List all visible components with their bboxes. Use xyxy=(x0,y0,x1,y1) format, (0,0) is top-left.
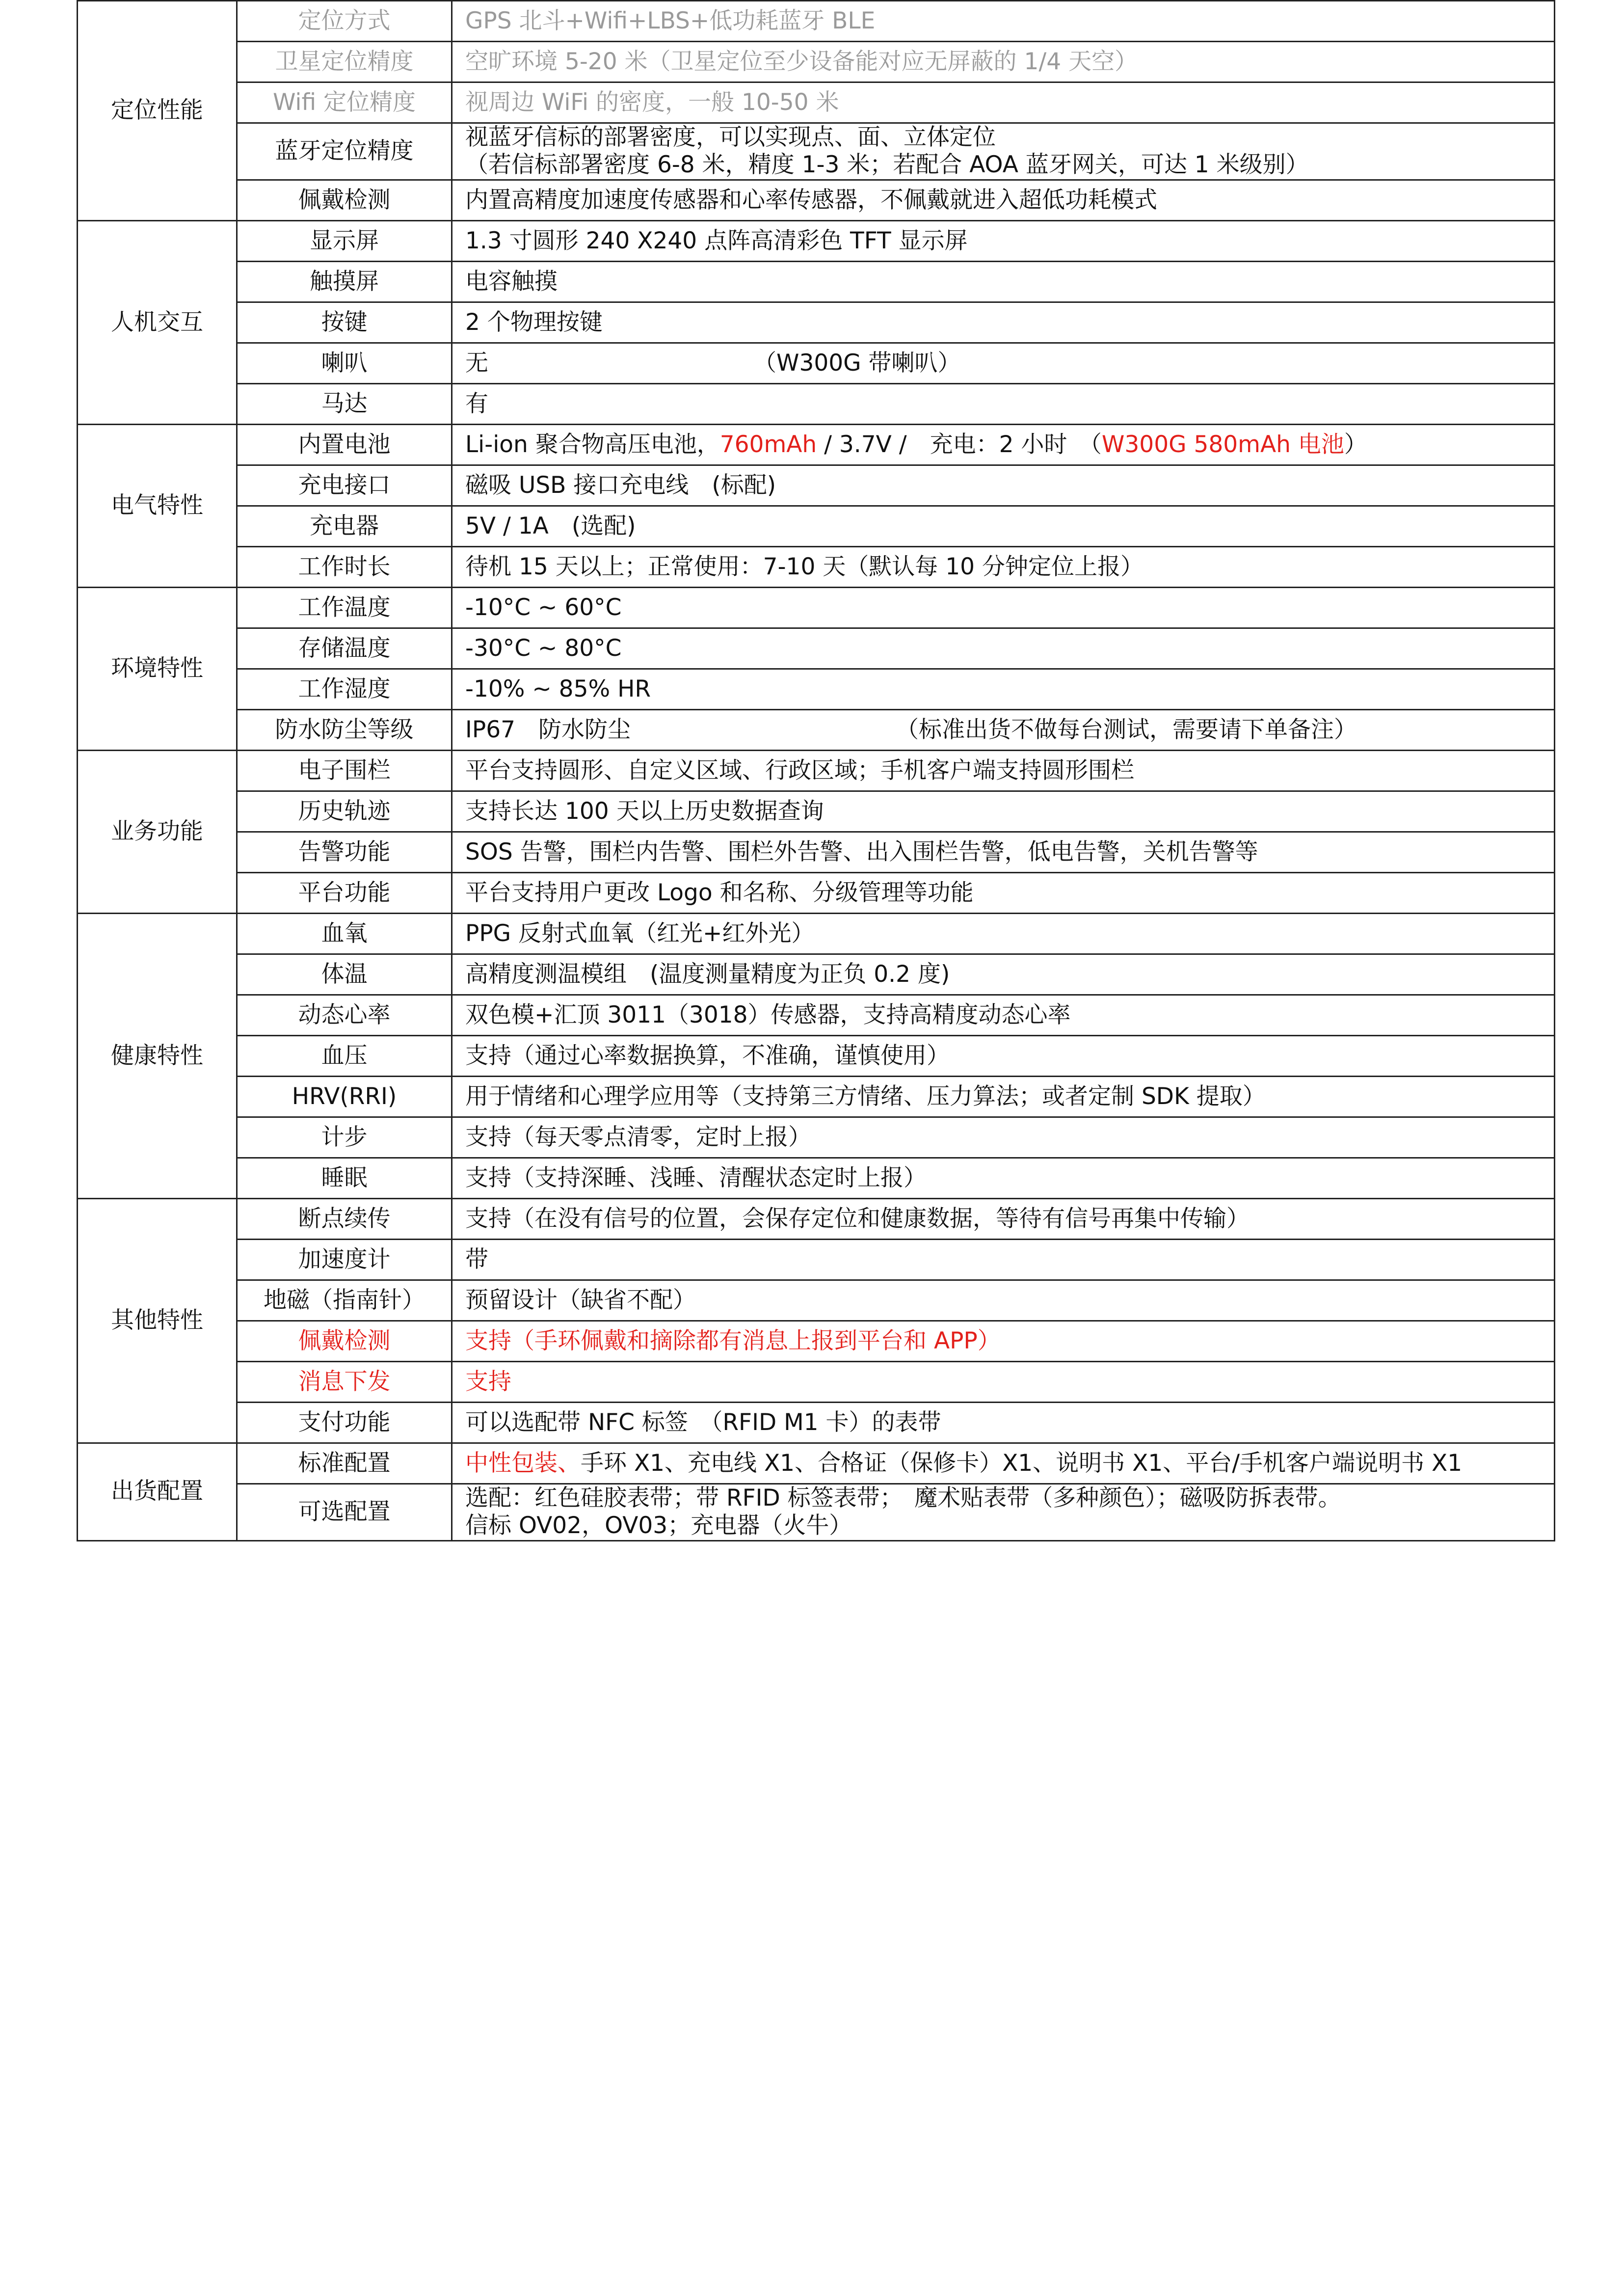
value-text: 无 xyxy=(465,349,488,377)
item-value xyxy=(452,1198,1555,1239)
item-label: 工作温度 xyxy=(237,587,452,628)
item-value xyxy=(452,1158,1555,1198)
category-cell: 定位性能 xyxy=(78,1,237,221)
item-value xyxy=(452,669,1555,709)
value-line: 信标 OV02，OV03；充电器（火牛） xyxy=(465,1512,852,1540)
value-text: 用于情绪和心理学应用等（支持第三方情绪、压力算法；或者定制 SDK 提取） xyxy=(465,1082,1266,1110)
spec-row xyxy=(78,587,1555,628)
item-label: 睡眠 xyxy=(237,1158,452,1198)
value-text: 平台支持圆形、自定义区域、行政区域；手机客户端支持圆形围栏 xyxy=(465,756,1134,784)
item-label: 计步 xyxy=(237,1117,452,1158)
spec-row xyxy=(78,220,1555,261)
spec-row xyxy=(78,1076,1555,1117)
item-value xyxy=(452,1076,1555,1117)
item-label: HRV(RRI) xyxy=(237,1076,452,1117)
category-cell: 环境特性 xyxy=(78,587,237,750)
value-text: 带 xyxy=(465,1245,488,1273)
item-label: 佩戴检测 xyxy=(237,180,452,220)
item-label: 告警功能 xyxy=(237,832,452,872)
item-value xyxy=(452,1361,1555,1402)
value-text: 2 个物理按键 xyxy=(465,308,603,336)
value-text: 支持（每天零点清零，定时上报） xyxy=(465,1123,811,1151)
spec-row xyxy=(78,1402,1555,1443)
item-value xyxy=(452,465,1555,506)
spec-row xyxy=(78,1280,1555,1321)
item-value xyxy=(452,628,1555,669)
spec-row xyxy=(78,913,1555,954)
item-value xyxy=(452,42,1555,82)
item-label: 防水防尘等级 xyxy=(237,709,452,750)
item-value xyxy=(452,424,1555,465)
value-text: PPG 反射式血氧（红光+红外光） xyxy=(465,919,815,947)
value-text: -10°C ~ 60°C xyxy=(465,594,622,621)
value-text: 支持（支持深睡、浅睡、清醒状态定时上报） xyxy=(465,1164,927,1191)
value-text: IP67 防水防尘 xyxy=(465,716,631,743)
item-value xyxy=(452,1035,1555,1076)
value-text: 支持 xyxy=(465,1368,511,1395)
spec-row xyxy=(78,1321,1555,1361)
item-label: 标准配置 xyxy=(237,1443,452,1484)
value-text: 支持（通过心率数据换算，不准确，谨慎使用） xyxy=(465,1042,950,1069)
item-value xyxy=(452,1484,1555,1540)
item-value xyxy=(452,995,1555,1035)
item-label: 加速度计 xyxy=(237,1239,452,1280)
category-cell: 人机交互 xyxy=(78,220,237,424)
item-label: 马达 xyxy=(237,383,452,424)
value-line: 选配：红色硅胶表带；带 RFID 标签表带； 魔术贴表带（多种颜色）；磁吸防拆表带。 xyxy=(465,1484,1341,1512)
item-value xyxy=(452,709,1555,750)
spec-row xyxy=(78,791,1555,832)
value-line: （若信标部署密度 6-8 米，精度 1-3 米；若配合 AOA 蓝牙网关，可达 1 米级别） xyxy=(465,151,1309,179)
item-label: 佩戴检测 xyxy=(237,1321,452,1361)
spec-row xyxy=(78,42,1555,82)
item-label: 充电接口 xyxy=(237,465,452,506)
spec-row xyxy=(78,506,1555,546)
value-line: 视蓝牙信标的部署密度，可以实现点、面、立体定位 xyxy=(465,124,996,151)
item-label: 喇叭 xyxy=(237,343,452,383)
category-cell: 电气特性 xyxy=(78,424,237,587)
item-value xyxy=(452,383,1555,424)
value-text: 预留设计（缺省不配） xyxy=(465,1286,696,1314)
item-value xyxy=(452,587,1555,628)
item-label: 可选配置 xyxy=(237,1484,452,1540)
value-text: 空旷环境 5-20 米（卫星定位至少设备能对应无屏蔽的 1/4 天空） xyxy=(465,48,1138,75)
item-value xyxy=(452,180,1555,220)
item-label: 工作湿度 xyxy=(237,669,452,709)
spec-row xyxy=(78,82,1555,123)
item-label: 地磁（指南针） xyxy=(237,1280,452,1321)
value-note: （标准出货不做每台测试，需要请下单备注） xyxy=(896,716,1357,743)
spec-row xyxy=(78,995,1555,1035)
spec-row xyxy=(78,1484,1555,1540)
value-text: 待机 15 天以上；正常使用：7-10 天（默认每 10 分钟定位上报） xyxy=(465,553,1144,580)
value-text: -30°C ~ 80°C xyxy=(465,634,622,662)
item-label: 显示屏 xyxy=(237,220,452,261)
item-value xyxy=(452,1239,1555,1280)
item-value xyxy=(452,302,1555,343)
value-text: 磁吸 USB 接口充电线 (标配) xyxy=(465,471,776,499)
spec-row xyxy=(78,628,1555,669)
value-note: （W300G 带喇叭） xyxy=(753,349,961,377)
value-text: 平台支持用户更改 Logo 和名称、分级管理等功能 xyxy=(465,879,974,906)
spec-row xyxy=(78,1443,1555,1484)
item-label: 按键 xyxy=(237,302,452,343)
category-cell: 业务功能 xyxy=(78,750,237,913)
value-text: 内置高精度加速度传感器和心率传感器，不佩戴就进入超低功耗模式 xyxy=(465,186,1157,214)
value-text: 双色模+汇顶 3011（3018）传感器，支持高精度动态心率 xyxy=(465,1001,1071,1028)
spec-row xyxy=(78,123,1555,180)
spec-row xyxy=(78,1035,1555,1076)
value-text: 支持（手环佩戴和摘除都有消息上报到平台和 APP） xyxy=(465,1327,1001,1354)
value-text: 有 xyxy=(465,390,488,417)
item-label: 支付功能 xyxy=(237,1402,452,1443)
value-text: 手环 X1、充电线 X1、合格证（保修卡）X1、说明书 X1、平台/手机客户端说明书 X1 xyxy=(581,1449,1463,1477)
spec-row xyxy=(78,1198,1555,1239)
item-value xyxy=(452,832,1555,872)
item-label: 存储温度 xyxy=(237,628,452,669)
spec-row xyxy=(78,343,1555,383)
item-value xyxy=(452,506,1555,546)
item-label: 动态心率 xyxy=(237,995,452,1035)
item-label: 体温 xyxy=(237,954,452,995)
spec-row xyxy=(78,1,1555,42)
item-value xyxy=(452,750,1555,791)
spec-row xyxy=(78,1158,1555,1198)
item-label: 触摸屏 xyxy=(237,261,452,302)
value-text: 电容触摸 xyxy=(465,268,558,295)
category-cell: 健康特性 xyxy=(78,913,237,1198)
item-value xyxy=(452,1280,1555,1321)
item-label: 蓝牙定位精度 xyxy=(237,123,452,180)
item-value xyxy=(452,343,1555,383)
item-label: 断点续传 xyxy=(237,1198,452,1239)
value-text: ） xyxy=(1344,431,1367,458)
value-text: 1.3 寸圆形 240 X240 点阵高清彩色 TFT 显示屏 xyxy=(465,227,968,254)
item-label: 历史轨迹 xyxy=(237,791,452,832)
item-value xyxy=(452,82,1555,123)
value-text: / 3.7V / 充电：2 小时 （ xyxy=(817,431,1102,458)
value-text: -10% ~ 85% HR xyxy=(465,675,651,702)
spec-row xyxy=(78,383,1555,424)
spec-row xyxy=(78,546,1555,587)
item-value xyxy=(452,954,1555,995)
item-value xyxy=(452,220,1555,261)
spec-row xyxy=(78,832,1555,872)
category-cell: 其他特性 xyxy=(78,1198,237,1443)
item-label: 电子围栏 xyxy=(237,750,452,791)
value-text: 可以选配带 NFC 标签 （RFID M1 卡）的表带 xyxy=(465,1408,941,1436)
item-value xyxy=(452,1443,1555,1484)
highlight-text: 760mAh xyxy=(719,431,817,458)
item-label: 充电器 xyxy=(237,506,452,546)
item-label: 工作时长 xyxy=(237,546,452,587)
item-value xyxy=(452,546,1555,587)
value-text: 高精度测温模组 (温度测量精度为正负 0.2 度) xyxy=(465,960,950,988)
spec-row xyxy=(78,1239,1555,1280)
value-text: 5V / 1A (选配) xyxy=(465,512,636,540)
highlight-text: 中性包装、 xyxy=(465,1449,581,1477)
item-value xyxy=(452,123,1555,180)
value-text: Li-ion 聚合物高压电池， xyxy=(465,431,720,458)
item-label: Wifi 定位精度 xyxy=(237,82,452,123)
spec-row xyxy=(78,261,1555,302)
item-value xyxy=(452,1321,1555,1361)
item-label: 内置电池 xyxy=(237,424,452,465)
item-value xyxy=(452,1117,1555,1158)
item-value xyxy=(452,261,1555,302)
spec-row xyxy=(78,1117,1555,1158)
value-text: SOS 告警，围栏内告警、围栏外告警、出入围栏告警，低电告警，关机告警等 xyxy=(465,838,1258,865)
value-text: 视周边 WiFi 的密度，一般 10-50 米 xyxy=(465,88,839,116)
spec-row xyxy=(78,750,1555,791)
spec-row xyxy=(78,180,1555,220)
item-label: 血氧 xyxy=(237,913,452,954)
value-text: 支持长达 100 天以上历史数据查询 xyxy=(465,797,824,825)
highlight-text: W300G 580mAh 电池 xyxy=(1101,431,1344,458)
spec-row xyxy=(78,669,1555,709)
spec-row xyxy=(78,1361,1555,1402)
spec-row xyxy=(78,465,1555,506)
item-label: 平台功能 xyxy=(237,872,452,913)
spec-row xyxy=(78,872,1555,913)
item-value xyxy=(452,1402,1555,1443)
item-value xyxy=(452,1,1555,42)
item-value xyxy=(452,872,1555,913)
item-label: 血压 xyxy=(237,1035,452,1076)
item-value xyxy=(452,791,1555,832)
category-cell: 出货配置 xyxy=(78,1443,237,1540)
spec-row xyxy=(78,954,1555,995)
item-label: 定位方式 xyxy=(237,1,452,42)
spec-row xyxy=(78,302,1555,343)
value-text: GPS 北斗+Wifi+LBS+低功耗蓝牙 BLE xyxy=(465,7,876,34)
spec-table xyxy=(77,0,1555,1541)
item-label: 消息下发 xyxy=(237,1361,452,1402)
spec-row xyxy=(78,424,1555,465)
value-text: 支持（在没有信号的位置，会保存定位和健康数据，等待有信号再集中传输） xyxy=(465,1205,1250,1232)
spec-row xyxy=(78,709,1555,750)
item-value xyxy=(452,913,1555,954)
item-label: 卫星定位精度 xyxy=(237,42,452,82)
